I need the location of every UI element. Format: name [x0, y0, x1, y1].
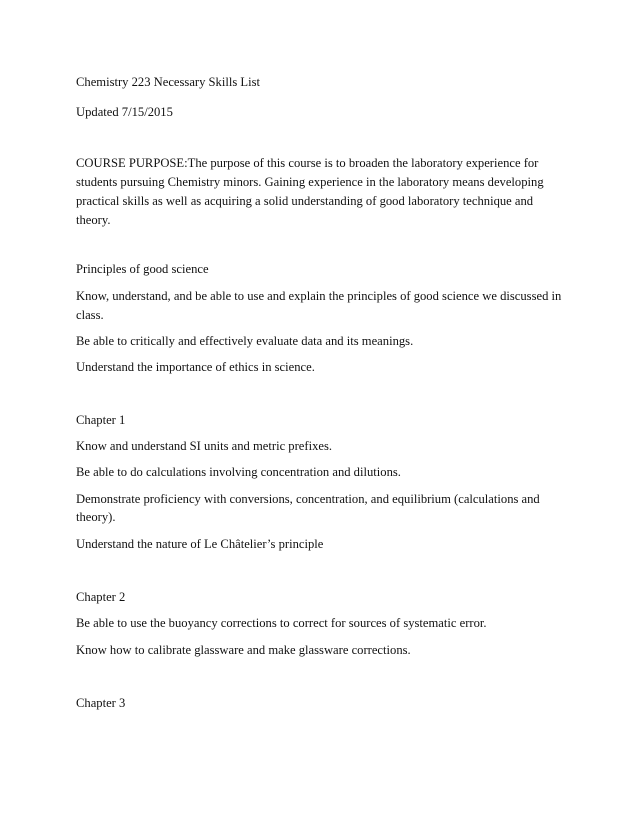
principles-item-3: Understand the importance of ethics in science.: [76, 360, 315, 374]
principles-item-1-line-2: class.: [76, 308, 104, 322]
chapter2-item-1: Be able to use the buoyancy corrections to correct for sources of systematic error.: [76, 616, 487, 630]
principles-item-1-line-1: Know, understand, and be able to use and explain the principles of good science we discussed in: [76, 289, 562, 303]
chapter3-heading: Chapter 3: [76, 696, 126, 710]
chapter1-item-2: Be able to do calculations involving concentration and dilutions.: [76, 465, 401, 479]
chapter2-item-2: Know how to calibrate glassware and make glassware corrections.: [76, 643, 411, 657]
document-title: Chemistry 223 Necessary Skills List: [76, 75, 260, 89]
chapter1-item-1: Know and understand SI units and metric prefixes.: [76, 439, 333, 453]
chapter1-item-3-line-1: Demonstrate proficiency with conversions, concentration, and equilibrium (calculations and: [76, 492, 540, 506]
chapter1-heading: Chapter 1: [76, 413, 126, 427]
course-purpose-line-4: theory.: [76, 213, 111, 227]
chapter1-item-3-line-2: theory).: [76, 510, 116, 524]
principles-heading: Principles of good science: [76, 262, 209, 276]
principles-item-2: Be able to critically and effectively evaluate data and its meanings.: [76, 334, 414, 348]
course-purpose-line-3: practical skills as well as acquiring a solid understanding of good laboratory technique and: [76, 194, 534, 208]
chapter2-heading: Chapter 2: [76, 590, 126, 604]
chapter1-item-4: Understand the nature of Le Châtelier’s principle: [76, 537, 324, 551]
updated-date: Updated 7/15/2015: [76, 105, 173, 119]
course-purpose-line-2: students pursuing Chemistry minors. Gaining experience in the laboratory means developing: [76, 175, 544, 189]
course-purpose-line-1: COURSE PURPOSE:The purpose of this course is to broaden the laboratory experience for: [76, 156, 539, 170]
